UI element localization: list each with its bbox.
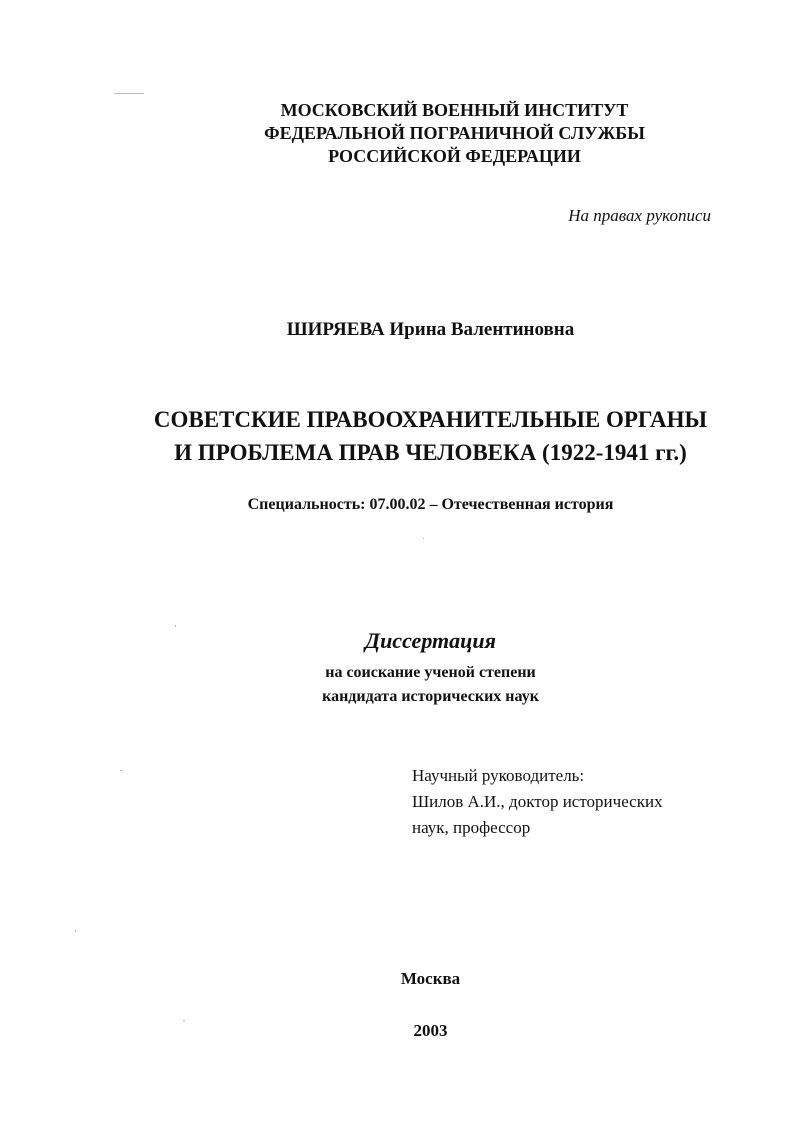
title-line: И ПРОБЛЕМА ПРАВ ЧЕЛОВЕКА (1922-1941 гг.) bbox=[174, 440, 687, 465]
institution-line: РОССИЙСКОЙ ФЕДЕРАЦИИ bbox=[328, 146, 581, 166]
institution-name bbox=[58, 99, 793, 168]
year: 2003 bbox=[413, 1021, 448, 1040]
advisor-line: Шилов А.И., доктор исторических bbox=[412, 792, 663, 811]
dissertation-title bbox=[34, 403, 793, 469]
author-name: ШИРЯЕВА Ирина Валентиновна bbox=[286, 319, 575, 340]
scan-speck bbox=[120, 770, 122, 771]
advisor-line: Научный руководитель: bbox=[412, 766, 585, 785]
manuscript-note: На правах рукописи bbox=[568, 206, 711, 225]
scan-speck bbox=[75, 930, 76, 932]
scan-speck bbox=[183, 1020, 185, 1021]
city: Москва bbox=[400, 969, 461, 988]
scan-speck bbox=[175, 625, 176, 627]
specialty: Специальность: 07.00.02 – Отечественная история bbox=[247, 496, 614, 513]
degree-info bbox=[34, 661, 793, 709]
scan-speck bbox=[423, 538, 424, 539]
document-type: Диссертация bbox=[365, 628, 496, 653]
advisor-line: наук, профессор bbox=[412, 818, 531, 837]
institution-line: МОСКОВСКИЙ ВОЕННЫЙ ИНСТИТУТ bbox=[280, 100, 629, 120]
scientific-advisor bbox=[412, 763, 663, 841]
institution-line: ФЕДЕРАЛЬНОЙ ПОГРАНИЧНОЙ СЛУЖБЫ bbox=[264, 123, 645, 143]
degree-line: на соискание ученой степени bbox=[325, 664, 536, 681]
scan-speck bbox=[114, 93, 144, 94]
title-line: СОВЕТСКИЕ ПРАВООХРАНИТЕЛЬНЫЕ ОРГАНЫ bbox=[153, 407, 708, 432]
degree-line: кандидата исторических наук bbox=[322, 688, 539, 705]
